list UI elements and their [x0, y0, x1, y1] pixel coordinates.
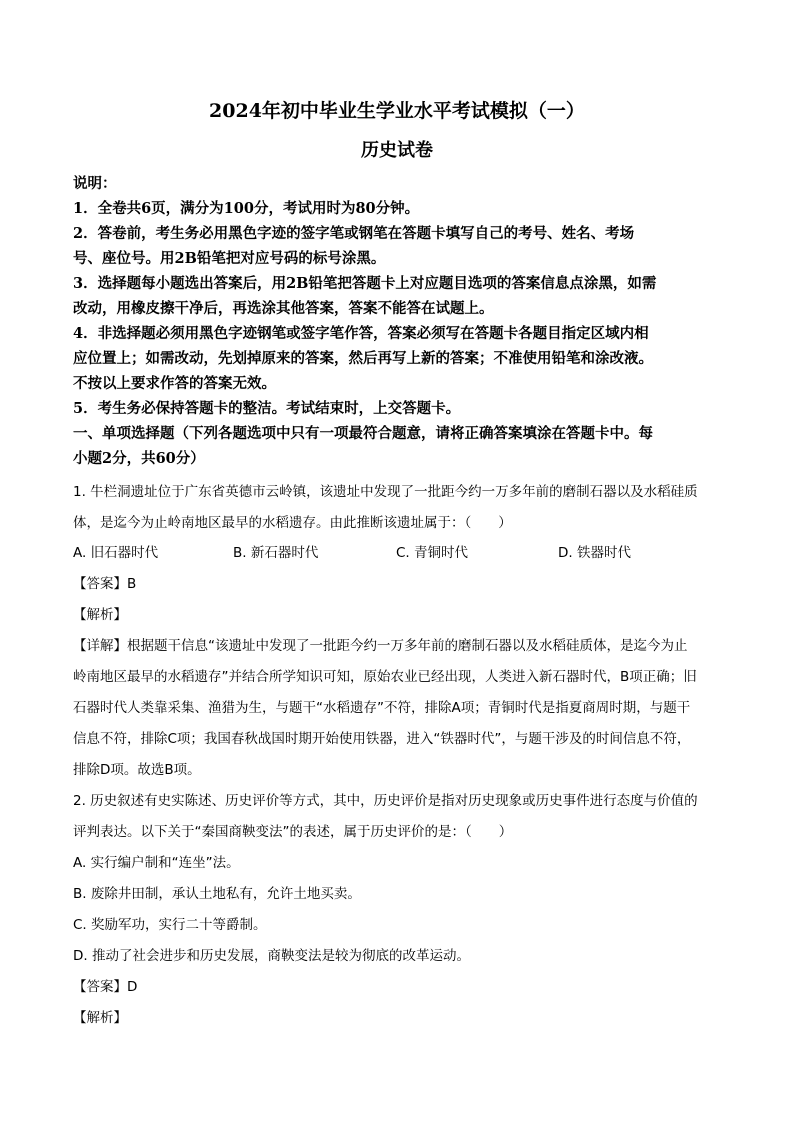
- instruction-line: 5．考生务必保持答题卡的整洁。考试结束时，上交答题卡。: [73, 400, 461, 417]
- question-1-option-b: B. 新石器时代: [233, 545, 319, 561]
- question-2-option-d: D. 推动了社会进步和历史发展，商鞅变法是较为彻底的改革运动。: [73, 948, 470, 964]
- question-1-option-a: A. 旧石器时代: [73, 545, 159, 561]
- question-1-detail: 【详解】根据题干信息“该遗址中发现了一批距今约一万多年前的磨制石器以及水稻硅质体，是迄今为止: [73, 638, 688, 654]
- question-2-answer: 【答案】D: [73, 979, 138, 995]
- question-1-detail: 排除D项。故选B项。: [73, 762, 201, 778]
- question-1-detail: 岭南地区最早的水稻遗存”并结合所学知识可知，原始农业已经出现，人类进入新石器时代，B项正确；旧: [73, 669, 697, 685]
- question-2-analysis-label: 【解析】: [73, 1010, 127, 1026]
- question-1-detail: 石器时代人类靠采集、渔猎为生，与题干“水稻遗存”不符，排除A项；青铜时代是指夏商周时期，与题干: [73, 700, 691, 716]
- question-2-option-a: A. 实行编户制和“连坐”法。: [73, 855, 240, 871]
- instruction-line: 不按以上要求作答的答案无效。: [73, 375, 276, 392]
- instruction-line: 1．全卷共6页，满分为100分，考试用时为80分钟。: [73, 200, 420, 217]
- instructions-heading: 说明：: [73, 175, 117, 192]
- instruction-line: 3．选择题每小题选出答案后，用2B铅笔把答题卡上对应题目选项的答案信息点涂黑，如需: [73, 275, 657, 292]
- question-2-stem: 2. 历史叙述有史实陈述、历史评价等方式，其中，历史评价是指对历史现象或历史事件进行态度与价值的: [73, 793, 698, 809]
- page-title: 2024年初中毕业生学业水平考试模拟（一）: [209, 100, 585, 122]
- instruction-line: 2．答卷前，考生务必用黑色字迹的签字笔或钢笔在答题卡填写自己的考号、姓名、考场: [73, 225, 635, 242]
- instruction-line: 应位置上；如需改动，先划掉原来的答案，然后再写上新的答案；不准使用铅笔和涂改液。: [73, 350, 653, 367]
- question-2-option-b: B. 废除井田制，承认土地私有，允许土地买卖。: [73, 886, 361, 902]
- question-1-detail: 信息不符，排除C项；我国春秋战国时期开始使用铁器，进入“铁器时代”，与题干涉及的时间信息不符，: [73, 731, 691, 747]
- question-1-option-c: C. 青铜时代: [396, 545, 469, 561]
- instruction-line: 改动，用橡皮擦干净后，再选涂其他答案，答案不能答在试题上。: [73, 300, 494, 317]
- question-1-option-d: D. 铁器时代: [558, 545, 631, 561]
- question-2-option-c: C. 奖励军功，实行二十等爵制。: [73, 917, 267, 933]
- question-1-answer: 【答案】B: [73, 576, 137, 592]
- question-2-stem: 评判表达。以下关于“秦国商鞅变法”的表述，属于历史评价的是：（ ）: [73, 824, 513, 840]
- question-1-stem: 1. 牛栏洞遗址位于广东省英德市云岭镇，该遗址中发现了一批距今约一万多年前的磨制石器以及水稻硅质: [73, 484, 698, 500]
- question-1-stem: 体，是迄今为止岭南地区最早的水稻遗存。由此推断该遗址属于：（ ）: [73, 515, 512, 531]
- question-1-analysis-label: 【解析】: [73, 607, 127, 623]
- instruction-line: 4．非选择题必须用黑色字迹钢笔或签字笔作答，答案必须写在答题卡各题目指定区域内相: [73, 325, 649, 342]
- section-heading: 小题2分，共60分）: [73, 450, 205, 467]
- section-heading: 一、单项选择题（下列各题选项中只有一项最符合题意，请将正确答案填涂在答题卡中。每: [73, 425, 653, 442]
- page-subtitle: 历史试卷: [361, 140, 433, 161]
- instruction-line: 号、座位号。用2B铅笔把对应号码的标号涂黑。: [73, 250, 386, 267]
